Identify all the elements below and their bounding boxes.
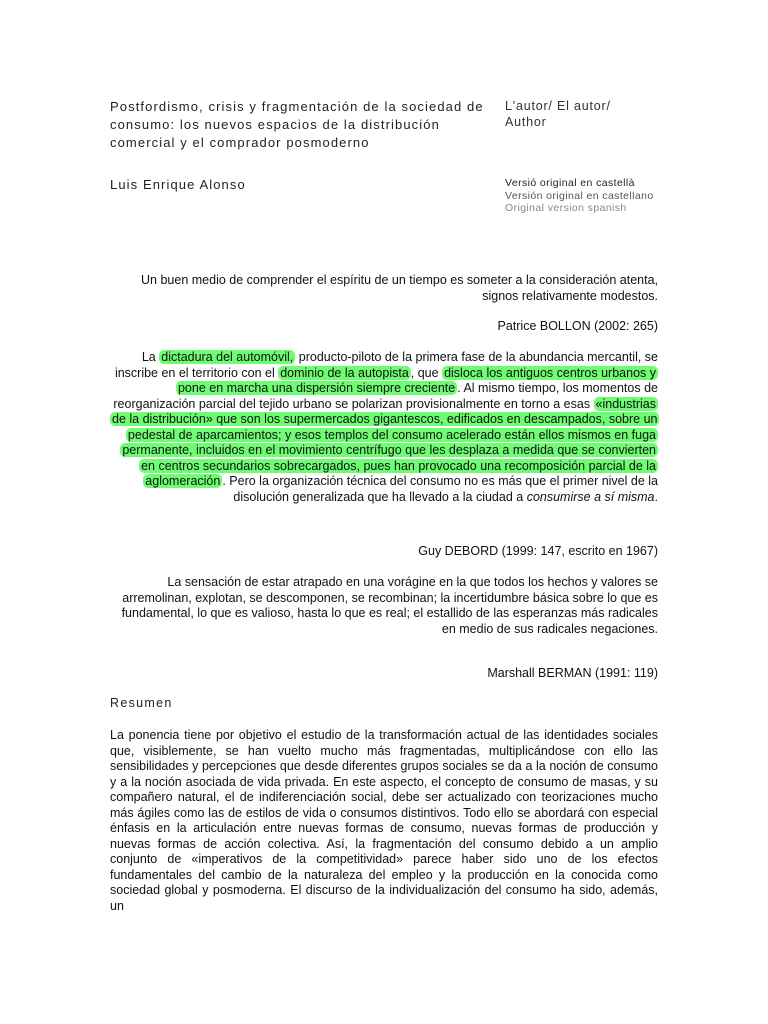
paper-title: Postfordismo, crisis y fragmentación de la sociedad de consumo: los nuevos espacios de la distribución comercial y el comprador posmoderno (110, 99, 484, 150)
epigraph-debord (110, 350, 658, 505)
version-catalan: Versió original en castellà (505, 177, 635, 189)
debord-text-segment: . Pero la organización técnica del consumo no es más que el primer nivel de la disolución generalizada que ha llevado a la ciudad a (222, 474, 658, 504)
debord-text-segment: . Al mismo tiempo, los momentos de reorganización parcial del tejido urbano se polarizan provisionalmente en torno a esas (113, 381, 658, 411)
epigraph-bollon: Un buen medio de comprender el espíritu de un tiempo es someter a la consideración atenta, signos relativamente modestos. (141, 273, 658, 303)
debord-italic-text: consumirse a sí misma (526, 489, 655, 504)
epigraph-bollon-attribution: Patrice BOLLON (2002: 265) (497, 319, 658, 333)
debord-highlight: dictadura del automóvil, (161, 350, 294, 364)
section-heading-resumen: Resumen (110, 696, 173, 710)
epigraph-berman: La sensación de estar atrapado en una vorágine en la que todos los hechos y valores se arremolinan, explotan, se descomponen, se recombinan; la incertidumbre básica sobre lo que es fundamental, lo que es valioso, hasta lo que es real; el estallido de las esperanzas más radicales en medio de sus radicales negaciones. (121, 575, 658, 636)
epigraph-berman-attribution: Marshall BERMAN (1991: 119) (487, 666, 658, 680)
debord-text-segment: La (141, 350, 160, 364)
version-note (505, 177, 655, 215)
epigraph-debord-attribution: Guy DEBORD (1999: 147, escrito en 1967) (418, 544, 658, 558)
abstract-paragraph: La ponencia tiene por objetivo el estudio de la transformación actual de las identidades sociales que, visiblemente, se han vuelto mucho más fragmentadas, multiplicándose con ello las sensibilidades y percepciones que desde diferentes grupos sociales se da a la noción de consumo y a la noción asociada de vida privada. En este aspecto, el concepto de consumo de masas, y su compañero natural, el de indiferenciación social, debe ser actualizado con teorizaciones mucho más ágiles como las de estilos de vida o consumos distintivos. Todo ello se abordará con especial énfasis en la articulación entre nuevas formas de consumo, nuevas formas de producción y nuevas formas de acción colectiva. Así, la fragmentación del consumo debido a un amplio conjunto de «imperativos de la competitividad» parece haber sido uno de los efectos fundamentales del cambio de la naturaleza del empleo y la producción en la conocida como sociedad global y posmoderna. El discurso de la individualización del consumo ha sido, además, un (110, 728, 658, 913)
debord-text-segment: . (654, 489, 658, 504)
debord-text-segment: , que (410, 365, 443, 380)
debord-text-segment: producto-piloto de la primera fase de la abundancia mercantil, se inscribe en el territorio con el (114, 350, 658, 380)
version-spanish: Versión original en castellano (505, 189, 654, 202)
debord-highlight: «industrias de la distribución» que son los supermercados gigantescos, edificados en descampados, sobre un pedestal de aparcamientos; y esos templos del consumo acelerado están ellos mismos en fuga permanente, incluidos en el movimiento centrífugo que les desplaza a medida que se convierten en centros secundarios sobrecargados, pues han provocado una recomposición parcial de la aglomeración (112, 396, 658, 488)
version-english: Original version spanish (505, 202, 627, 214)
author-name: Luis Enrique Alonso (110, 177, 246, 192)
debord-highlight: disloca los antiguos centros urbanos y pone en marcha una dispersión siempre creciente (177, 365, 656, 395)
author-label: L'autor/ El autor/ Author (505, 99, 611, 129)
debord-highlight: dominio de la autopista (280, 365, 409, 380)
